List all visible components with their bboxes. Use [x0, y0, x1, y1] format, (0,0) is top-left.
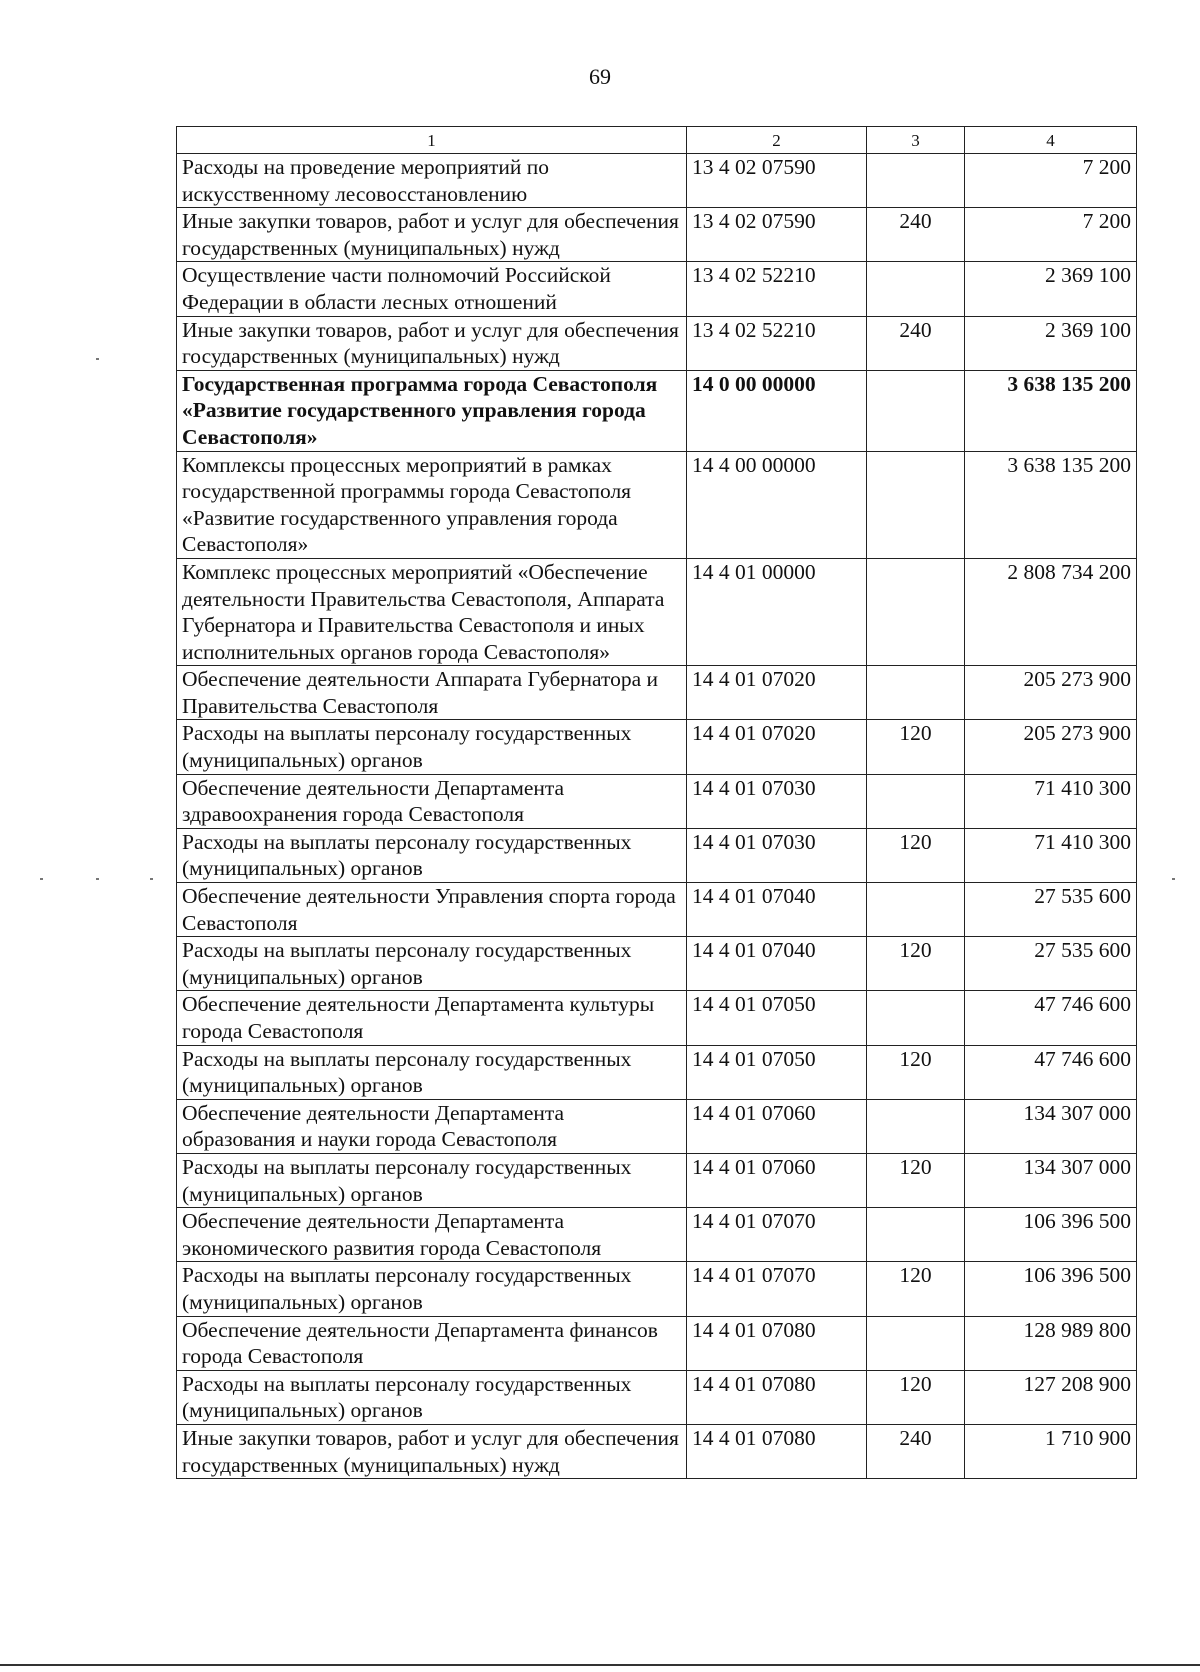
table-row: [177, 1316, 1137, 1370]
row-type-cell: [867, 154, 965, 208]
row-code-cell: 14 4 00 00000: [687, 451, 867, 558]
row-name-cell: Расходы на выплаты персоналу государственных (муниципальных) органов: [177, 720, 687, 774]
row-type-cell: 120: [867, 937, 965, 991]
row-name-cell: Расходы на выплаты персоналу государственных (муниципальных) органов: [177, 828, 687, 882]
row-code-cell: 14 4 01 07070: [687, 1208, 867, 1262]
row-sum-cell: 27 535 600: [965, 883, 1137, 937]
row-type-cell: 120: [867, 828, 965, 882]
table-row: [177, 1208, 1137, 1262]
row-code-cell: 13 4 02 52210: [687, 262, 867, 316]
table-row: [177, 1262, 1137, 1316]
row-type-cell: 120: [867, 1370, 965, 1424]
table-row: [177, 154, 1137, 208]
row-code-cell: 14 4 01 07020: [687, 666, 867, 720]
row-name-cell: Комплексы процессных мероприятий в рамках государственной программы города Севастополя «Развитие государственного управления города Севастополя»: [177, 451, 687, 558]
row-name-cell: Расходы на выплаты персоналу государственных (муниципальных) органов: [177, 1045, 687, 1099]
scan-speck: [96, 878, 99, 880]
row-type-cell: 120: [867, 1153, 965, 1207]
table-row: [177, 1153, 1137, 1207]
row-sum-cell: 2 369 100: [965, 316, 1137, 370]
row-type-cell: [867, 1316, 965, 1370]
row-sum-cell: 71 410 300: [965, 774, 1137, 828]
row-name-cell: Обеспечение деятельности Департамента образования и науки города Севастополя: [177, 1099, 687, 1153]
row-code-cell: 13 4 02 07590: [687, 208, 867, 262]
row-type-cell: [867, 451, 965, 558]
row-sum-cell: 106 396 500: [965, 1262, 1137, 1316]
scan-speck: [150, 878, 153, 880]
row-sum-cell: 27 535 600: [965, 937, 1137, 991]
row-name-cell: Иные закупки товаров, работ и услуг для обеспечения государственных (муниципальных) нужд: [177, 1424, 687, 1478]
row-name-cell: Комплекс процессных мероприятий «Обеспечение деятельности Правительства Севастополя, Аппарата Губернатора и Правительства Севастополя и иных исполнительных органов города Севастополя»: [177, 558, 687, 665]
row-type-cell: [867, 1208, 965, 1262]
row-name-cell: Иные закупки товаров, работ и услуг для обеспечения государственных (муниципальных) нужд: [177, 316, 687, 370]
row-sum-cell: 3 638 135 200: [965, 370, 1137, 451]
row-code-cell: 14 4 01 07080: [687, 1370, 867, 1424]
table-row: [177, 262, 1137, 316]
row-type-cell: 120: [867, 720, 965, 774]
row-code-cell: 14 4 01 07040: [687, 937, 867, 991]
row-name-cell: Иные закупки товаров, работ и услуг для обеспечения государственных (муниципальных) нужд: [177, 208, 687, 262]
row-name-cell: Обеспечение деятельности Департамента экономического развития города Севастополя: [177, 1208, 687, 1262]
row-name-cell: Осуществление части полномочий Российской Федерации в области лесных отношений: [177, 262, 687, 316]
row-code-cell: 14 4 01 07060: [687, 1099, 867, 1153]
row-name-cell: Расходы на выплаты персоналу государственных (муниципальных) органов: [177, 1153, 687, 1207]
row-name-cell: Обеспечение деятельности Аппарата Губернатора и Правительства Севастополя: [177, 666, 687, 720]
row-name-cell: Расходы на проведение мероприятий по искусственному лесовосстановлению: [177, 154, 687, 208]
row-sum-cell: 71 410 300: [965, 828, 1137, 882]
row-type-cell: 240: [867, 208, 965, 262]
table-row: [177, 1099, 1137, 1153]
row-type-cell: [867, 558, 965, 665]
row-sum-cell: 128 989 800: [965, 1316, 1137, 1370]
row-sum-cell: 127 208 900: [965, 1370, 1137, 1424]
row-name-cell: Обеспечение деятельности Департамента финансов города Севастополя: [177, 1316, 687, 1370]
row-type-cell: [867, 991, 965, 1045]
table-row: [177, 774, 1137, 828]
page-bottom-rule: [0, 1664, 1200, 1666]
row-code-cell: 14 4 01 07060: [687, 1153, 867, 1207]
row-sum-cell: 205 273 900: [965, 666, 1137, 720]
column-header-name: 1: [177, 127, 687, 154]
table-row: [177, 937, 1137, 991]
row-name-cell: Расходы на выплаты персоналу государственных (муниципальных) органов: [177, 1370, 687, 1424]
table-row: [177, 720, 1137, 774]
row-code-cell: 14 4 01 07020: [687, 720, 867, 774]
scan-speck: [40, 878, 43, 880]
row-sum-cell: 134 307 000: [965, 1099, 1137, 1153]
row-code-cell: 14 4 01 07030: [687, 828, 867, 882]
row-code-cell: 14 4 01 07050: [687, 1045, 867, 1099]
column-header-type: 3: [867, 127, 965, 154]
budget-table: [176, 126, 1137, 1479]
row-name-cell: Расходы на выплаты персоналу государственных (муниципальных) органов: [177, 937, 687, 991]
row-code-cell: 14 4 01 07050: [687, 991, 867, 1045]
row-type-cell: [867, 666, 965, 720]
table-row: [177, 370, 1137, 451]
row-code-cell: 14 4 01 07040: [687, 883, 867, 937]
row-sum-cell: 7 200: [965, 154, 1137, 208]
row-code-cell: 14 0 00 00000: [687, 370, 867, 451]
row-name-cell: Обеспечение деятельности Департамента культуры города Севастополя: [177, 991, 687, 1045]
row-code-cell: 14 4 01 07080: [687, 1424, 867, 1478]
table-row: [177, 558, 1137, 665]
column-header-code: 2: [687, 127, 867, 154]
row-type-cell: 240: [867, 316, 965, 370]
row-sum-cell: 1 710 900: [965, 1424, 1137, 1478]
row-code-cell: 13 4 02 07590: [687, 154, 867, 208]
scan-speck: [1172, 878, 1175, 880]
table-row: [177, 1370, 1137, 1424]
row-code-cell: 14 4 01 00000: [687, 558, 867, 665]
row-sum-cell: 2 808 734 200: [965, 558, 1137, 665]
row-sum-cell: 106 396 500: [965, 1208, 1137, 1262]
table-row: [177, 1424, 1137, 1478]
row-type-cell: [867, 370, 965, 451]
row-sum-cell: 47 746 600: [965, 1045, 1137, 1099]
row-code-cell: 14 4 01 07070: [687, 1262, 867, 1316]
table-row: [177, 451, 1137, 558]
table-row: [177, 208, 1137, 262]
page-number: 69: [589, 64, 611, 89]
table-row: [177, 1045, 1137, 1099]
row-type-cell: [867, 262, 965, 316]
row-code-cell: 14 4 01 07030: [687, 774, 867, 828]
table-row: [177, 316, 1137, 370]
row-type-cell: [867, 774, 965, 828]
row-sum-cell: 7 200: [965, 208, 1137, 262]
row-sum-cell: 47 746 600: [965, 991, 1137, 1045]
column-header-sum: 4: [965, 127, 1137, 154]
row-name-cell: Обеспечение деятельности Управления спорта города Севастополя: [177, 883, 687, 937]
row-sum-cell: 205 273 900: [965, 720, 1137, 774]
row-type-cell: 120: [867, 1045, 965, 1099]
table-row: [177, 991, 1137, 1045]
row-sum-cell: 2 369 100: [965, 262, 1137, 316]
row-code-cell: 13 4 02 52210: [687, 316, 867, 370]
table-row: [177, 883, 1137, 937]
table-header-row: [177, 127, 1137, 154]
row-type-cell: 120: [867, 1262, 965, 1316]
row-type-cell: [867, 1099, 965, 1153]
scan-speck: [96, 358, 99, 360]
row-name-cell: Расходы на выплаты персоналу государственных (муниципальных) органов: [177, 1262, 687, 1316]
row-sum-cell: 134 307 000: [965, 1153, 1137, 1207]
row-type-cell: 240: [867, 1424, 965, 1478]
row-name-cell: Обеспечение деятельности Департамента здравоохранения города Севастополя: [177, 774, 687, 828]
row-name-cell: Государственная программа города Севастополя «Развитие государственного управления города Севастополя»: [177, 370, 687, 451]
table-row: [177, 666, 1137, 720]
row-code-cell: 14 4 01 07080: [687, 1316, 867, 1370]
row-type-cell: [867, 883, 965, 937]
table-body: [177, 154, 1137, 1479]
table-row: [177, 828, 1137, 882]
row-sum-cell: 3 638 135 200: [965, 451, 1137, 558]
